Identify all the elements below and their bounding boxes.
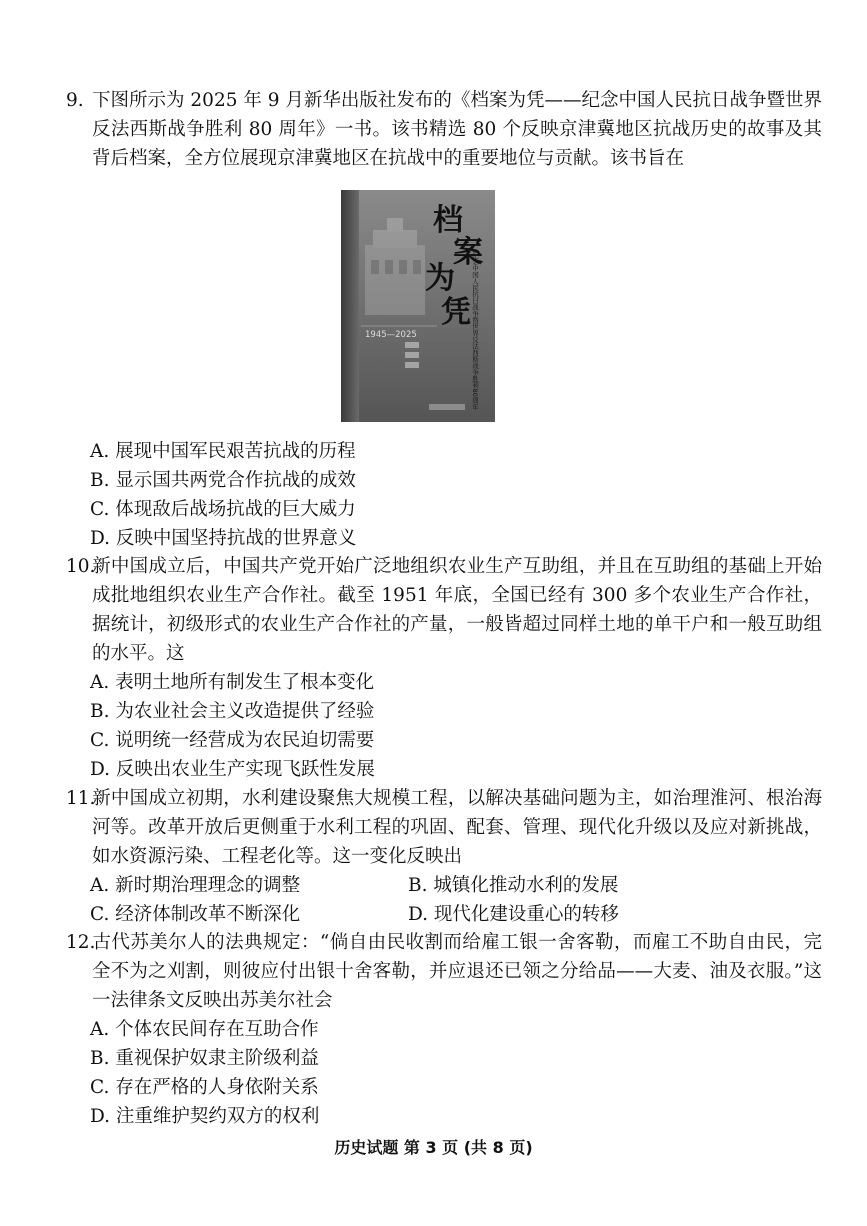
question-12-option-a[interactable]: A. 个体农民间存在互助合作 <box>90 1019 319 1040</box>
question-11-option-d[interactable]: D. 现代化建设重心的转移 <box>408 904 619 925</box>
question-12-option-c[interactable]: C. 存在严格的人身依附关系 <box>90 1077 319 1098</box>
question-10 <box>66 552 822 784</box>
question-9-number: 9. <box>66 90 84 111</box>
question-9-option-d[interactable]: D. 反映中国坚持抗战的世界意义 <box>90 528 357 549</box>
question-11-number: 11. <box>66 788 96 809</box>
book-cover-image <box>341 190 495 422</box>
question-10-number: 10. <box>66 556 96 577</box>
question-10-stem <box>66 552 822 668</box>
book-title-char-3: 为 <box>425 261 455 296</box>
page-footer: 历史试题 第 3 页 (共 8 页) <box>334 1138 533 1157</box>
question-10-option-a[interactable]: A. 表明土地所有制发生了根本变化 <box>90 672 375 693</box>
question-12-text: 古代苏美尔人的法典规定：“倘自由民收割而给雇工银一舍客勒，而雇工不助自由民，完全不为之刈割，则彼应付出银十舍客勒，并应退还已领之分给品——大麦、油及衣服。”这一法律条文反映出苏美尔社会 <box>92 932 822 1011</box>
question-10-text: 新中国成立后，中国共产党开始广泛地组织农业生产互助组，并且在互助组的基础上开始成批地组织农业生产合作社。截至 1951 年底，全国已经有 300 多个农业生产合作社，据统计，初级形式的农业生产合作社的产量，一般皆超过同样土地的单干户和一般互助组的水平。这 <box>92 556 822 664</box>
building-photo <box>365 218 425 315</box>
question-9 <box>66 86 822 173</box>
book-spine <box>341 190 359 422</box>
question-9-text: 下图所示为 2025 年 9 月新华出版社发布的《档案为凭——纪念中国人民抗日战争暨世界反法西斯战争胜利 80 周年》一书。该书精选 80 个反映京津冀地区抗战历史的故事及其背后档案，全方位展现京津冀地区在抗战中的重要地位与贡献。该书旨在 <box>92 90 822 169</box>
question-12-option-d[interactable]: D. 注重维护契约双方的权利 <box>90 1106 320 1127</box>
book-title-char-2: 案 <box>453 235 483 270</box>
question-11-option-a[interactable]: A. 新时期治理理念的调整 <box>90 875 301 896</box>
question-11-options-row-1 <box>90 871 822 900</box>
question-11-stem <box>66 784 822 871</box>
book-subtitle: 纪念中国人民抗日战争暨世界反法西斯战争胜利80周年 <box>471 252 479 410</box>
question-11-text: 新中国成立初期，水利建设聚焦大规模工程，以解决基础问题为主，如治理淮河、根治海河等。改革开放后更侧重于水利工程的巩固、配套、管理、现代化升级以及应对新挑战，如水资源污染、工程老化等。这一变化反映出 <box>92 788 822 867</box>
book-title-char-4: 凭 <box>441 295 471 330</box>
question-10-option-d[interactable]: D. 反映出农业生产实现飞跃性发展 <box>90 759 375 780</box>
question-10-option-c[interactable]: C. 说明统一经营成为农民迫切需要 <box>90 730 375 751</box>
question-9-options <box>66 437 822 553</box>
question-11-option-c[interactable]: C. 经济体制改革不断深化 <box>90 904 301 925</box>
question-9-option-a[interactable]: A. 展现中国军民艰苦抗战的历程 <box>90 441 356 462</box>
question-9-option-b[interactable]: B. 显示国共两党合作抗战的成效 <box>90 470 356 491</box>
question-11 <box>66 784 822 929</box>
publisher-mark <box>429 404 465 410</box>
question-12 <box>66 928 822 1131</box>
question-11-option-b[interactable]: B. 城镇化推动水利的发展 <box>408 875 619 896</box>
question-11-options-row-2 <box>90 900 822 929</box>
question-10-option-b[interactable]: B. 为农业社会主义改造提供了经验 <box>90 701 375 722</box>
question-9-stem <box>66 86 822 173</box>
book-years: 1945—2025 <box>365 330 417 340</box>
question-9-option-c[interactable]: C. 体现敌后战场抗战的巨大威力 <box>90 499 356 520</box>
question-12-option-b[interactable]: B. 重视保护奴隶主阶级利益 <box>90 1048 319 1069</box>
question-12-stem <box>66 928 822 1015</box>
book-title-char-1: 档 <box>433 203 463 238</box>
question-12-number: 12. <box>66 932 96 953</box>
